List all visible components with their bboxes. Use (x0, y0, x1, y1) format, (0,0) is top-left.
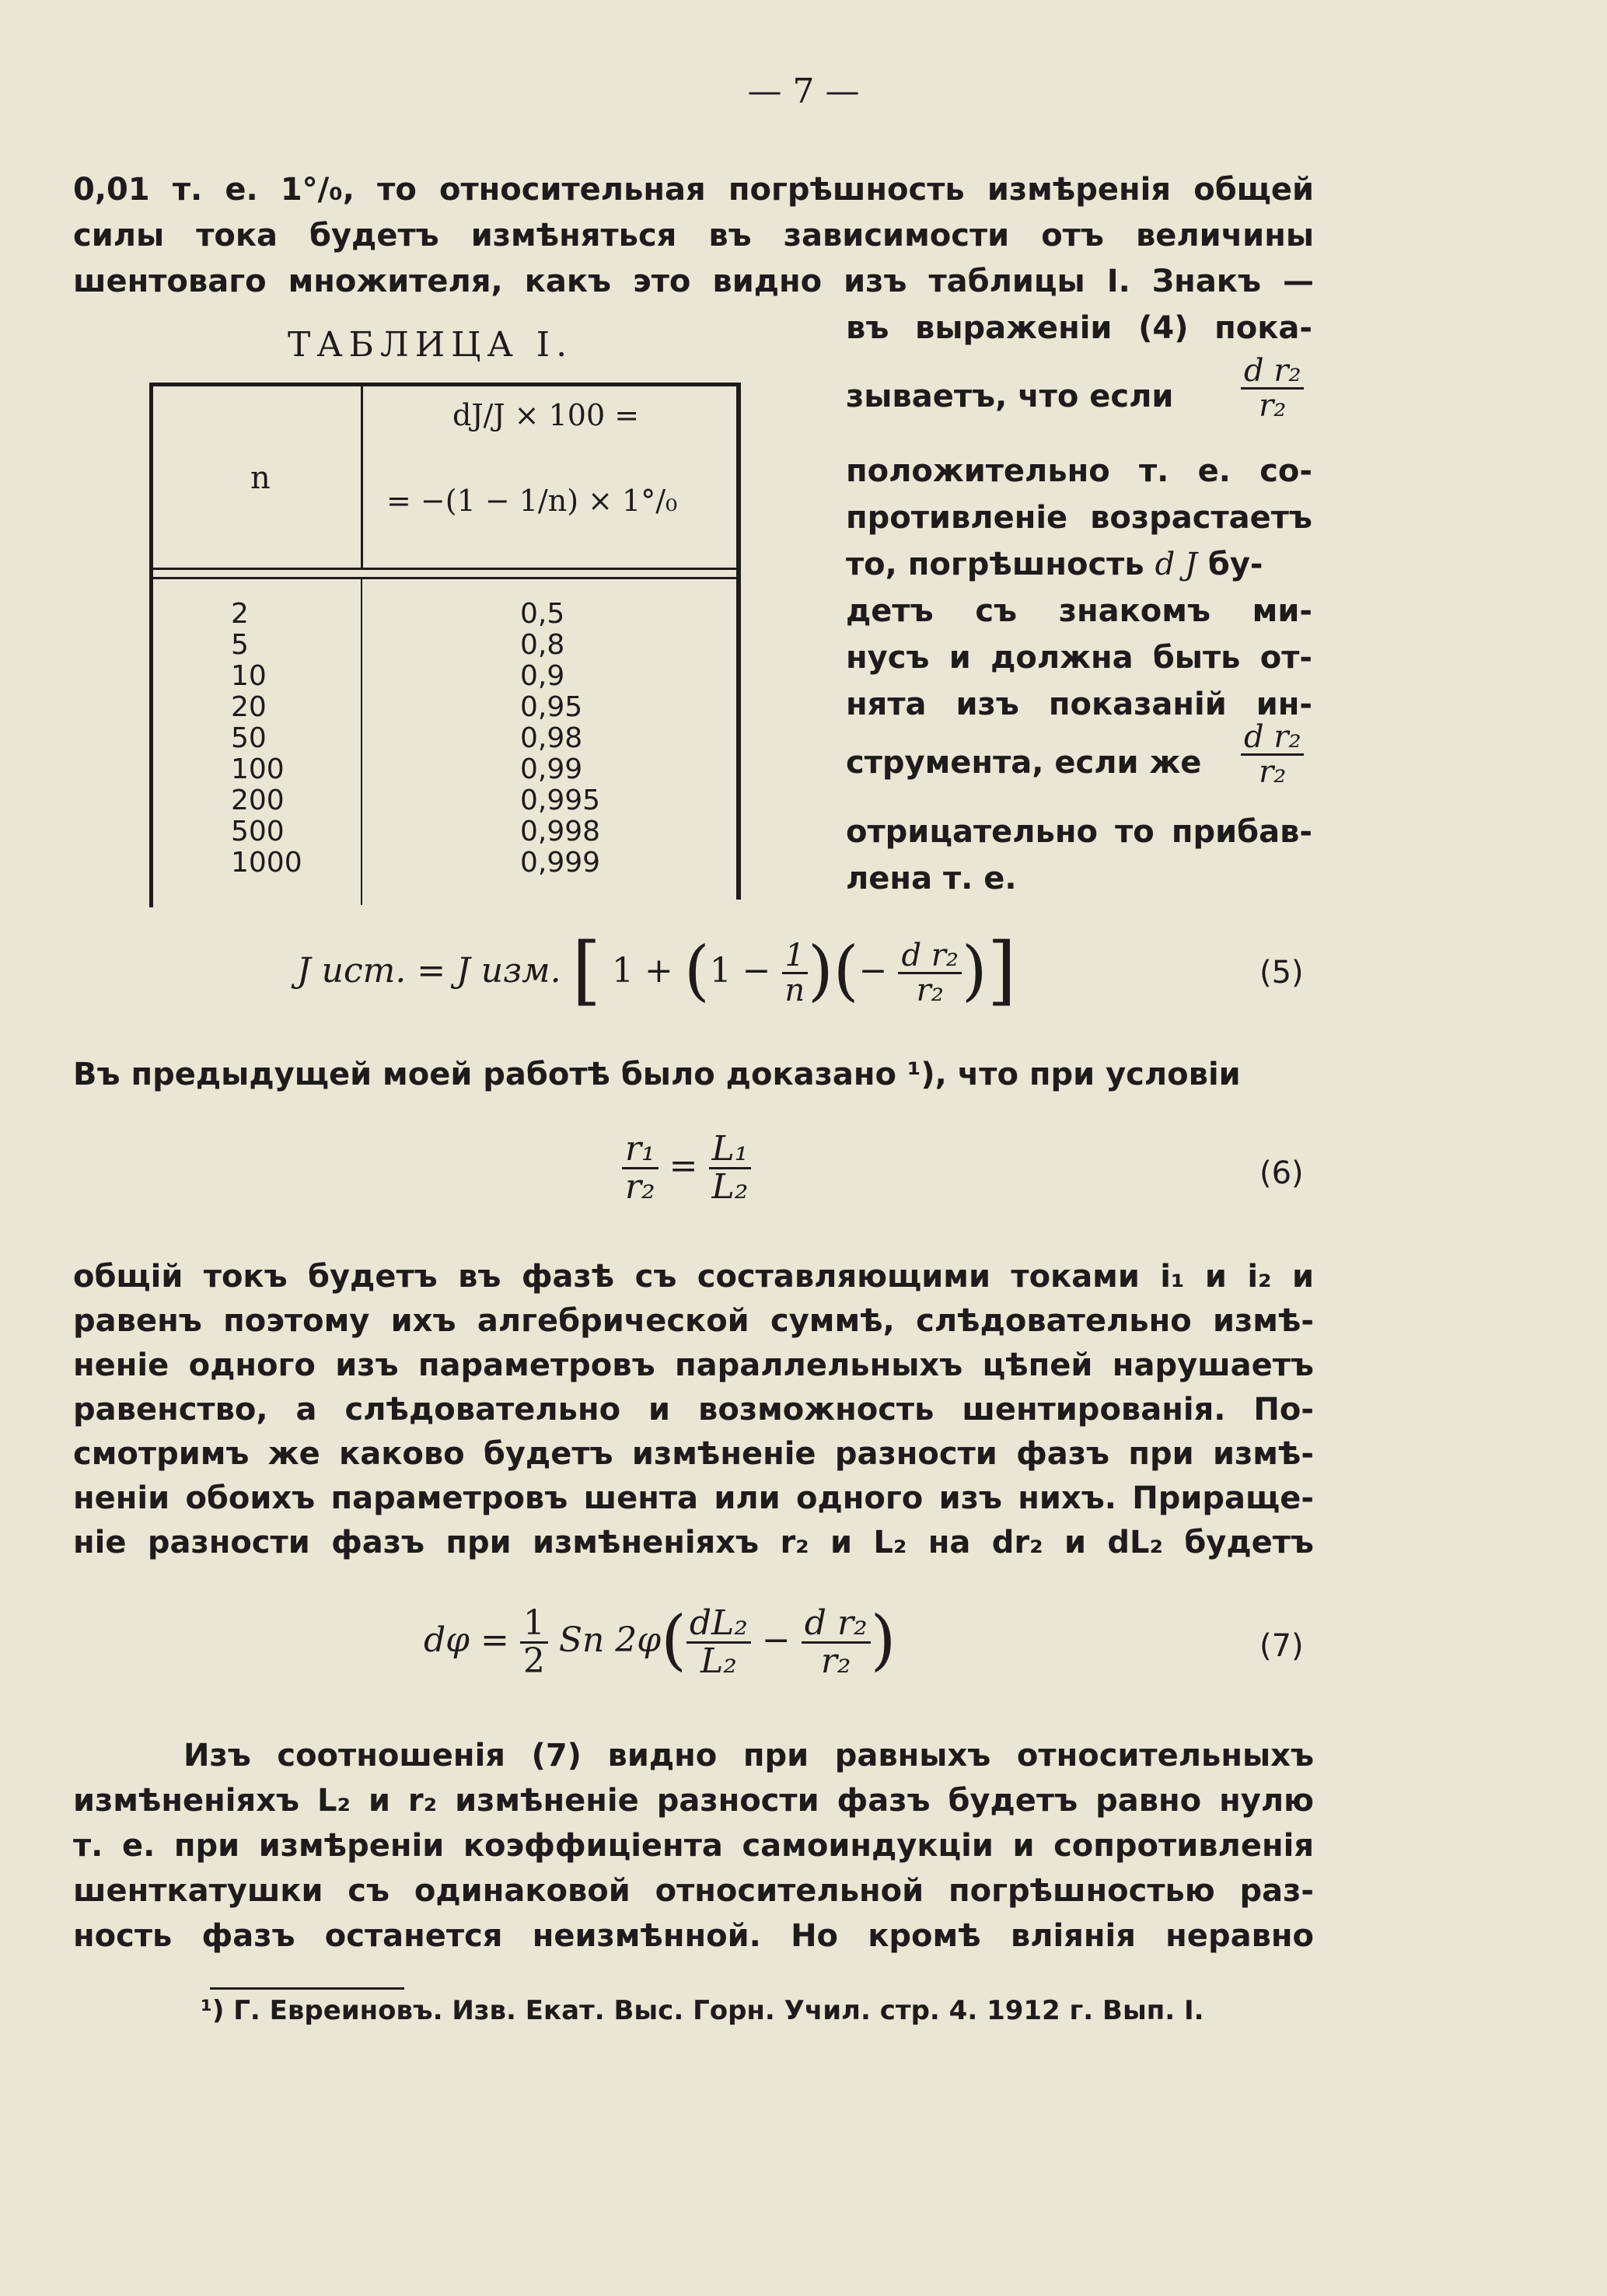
table-title: ТАБЛИЦА I. (288, 325, 574, 365)
text-line: то, погрѣшность d J бу- (846, 547, 1263, 582)
table-cell: 0,999 (520, 847, 601, 879)
text-line: шенткатушки съ одинаковой относительной погрѣшностью раз- (73, 1873, 1314, 1909)
footnote: ¹) Г. Евреиновъ. Изв. Екат. Выс. Горн. Учил. стр. 4. 1912 г. Вып. I. (201, 1995, 1204, 2026)
table-cell: 100 (231, 753, 285, 785)
text-line: Изъ соотношенія (7) видно при равныхъ относительныхъ (183, 1738, 1314, 1774)
text-span: зываетъ, что если (846, 379, 1174, 414)
text-line: лена т. е. (846, 861, 1017, 896)
text-line: нусъ и должна быть от- (846, 640, 1312, 676)
text-line (846, 353, 1312, 424)
table-cell: 0,995 (520, 785, 601, 816)
fraction: $\frac{\text{d r₂}}{\text{r₂}}$ (1241, 721, 1304, 788)
table-header-n: n (250, 460, 271, 496)
text-line: смотримъ же каково будетъ измѣненіе разности фазъ при измѣ- (73, 1436, 1314, 1472)
text-line: положительно т. е. со- (846, 453, 1312, 489)
equation-7: dφ = $\frac{1}{2}$ Sn 2φ( $\frac{\text{dL₂}}{\text{L₂}}$ − $\frac{\text{d r₂}}{\text{r₂}}$ ) (424, 1602, 896, 1681)
equation-6: $\frac{\text{r₁}}{\text{r₂}}$ = $\frac{\text{L₁}}{\text{L₂}}$ (622, 1131, 751, 1205)
text-line: т. е. при измѣреніи коэффиціента самоиндукціи и сопротивленія (73, 1828, 1314, 1864)
table-column-error (520, 599, 600, 879)
table-cell: 0,9 (520, 660, 565, 692)
table-cell: 5 (231, 629, 249, 661)
equation-number: (7) (1259, 1628, 1304, 1664)
table-cell: 20 (231, 691, 267, 723)
table-cell: 200 (231, 785, 285, 816)
table-cell: 0,98 (520, 722, 583, 754)
text-line: неніи обоихъ параметровъ шента или одного изъ нихъ. Прираще- (73, 1480, 1314, 1516)
table-cell: 0,95 (520, 691, 583, 723)
equation-number: (5) (1259, 955, 1304, 991)
table-header-formula: dJ/J × 100 = (452, 398, 640, 432)
text-line: силы тока будетъ измѣняться въ зависимости отъ величины (73, 218, 1314, 253)
text-line: неніе одного изъ параметровъ параллельныхъ цѣпей нарушаетъ (73, 1347, 1314, 1383)
table-cell: 0,99 (520, 753, 583, 785)
text-line: равенъ поэтому ихъ алгебрической суммѣ, слѣдовательно измѣ- (73, 1303, 1314, 1339)
equation-5: J ист. = J изм. [ 1 + (1 − $\frac{1}{n}$ )(− $\frac{\text{d r₂}}{\text{r₂}}$ )] (297, 927, 1017, 1014)
table-header-formula: = −(1 − 1/n) × 1°/₀ (386, 484, 678, 518)
text-line: равенство, а слѣдовательно и возможность шентированія. По- (73, 1392, 1314, 1428)
text-line: нята изъ показаній ин- (846, 687, 1312, 722)
fraction: $\frac{\text{d r₂}}{\text{r₂}}$ (1241, 355, 1304, 422)
text-line: Въ предыдущей моей работѣ было доказано ¹), что при условіи (73, 1057, 1241, 1092)
table-cell: 10 (231, 660, 267, 692)
equation-number: (6) (1259, 1155, 1304, 1191)
table-cell: 0,8 (520, 629, 565, 661)
text-line: измѣненіяхъ L₂ и r₂ измѣненіе разности фазъ будетъ равно нулю (73, 1783, 1314, 1819)
page-number: — 7 — (747, 72, 860, 111)
table-cell: 0,5 (520, 598, 565, 630)
text-line: въ выраженіи (4) пока- (846, 310, 1312, 346)
footnote-rule (210, 1987, 404, 1990)
text-line: ность фазъ останется неизмѣнной. Но кромѣ вліянія неравно (73, 1918, 1314, 1954)
text-line: детъ съ знакомъ ми- (846, 593, 1312, 629)
table-cell: 1000 (231, 847, 302, 879)
text-line: струмента, если же $\frac{\text{d r₂}}{\text{r₂}}$ (846, 743, 1312, 783)
text-line: шентоваго множителя, какъ это видно изъ таблицы I. Знакъ — (73, 264, 1314, 299)
table-cell: 50 (231, 722, 267, 754)
table-cell: 0,998 (520, 816, 601, 847)
text-line: отрицательно то прибав- (846, 814, 1312, 850)
text-line: общій токъ будетъ въ фазѣ съ составляющими токами i₁ и i₂ и (73, 1259, 1314, 1295)
table-cell: 500 (231, 816, 285, 847)
table-1 (149, 383, 740, 907)
text-line: противленіе возрастаетъ (846, 500, 1312, 536)
text-line: 0,01 т. е. 1°/₀, то относительная погрѣшность измѣренія общей (73, 172, 1314, 208)
table-cell: 2 (231, 598, 249, 630)
text-line: ніе разности фазъ при измѣненіяхъ r₂ и L₂ на dr₂ и dL₂ будетъ (73, 1525, 1314, 1560)
table-column-n (231, 599, 302, 879)
